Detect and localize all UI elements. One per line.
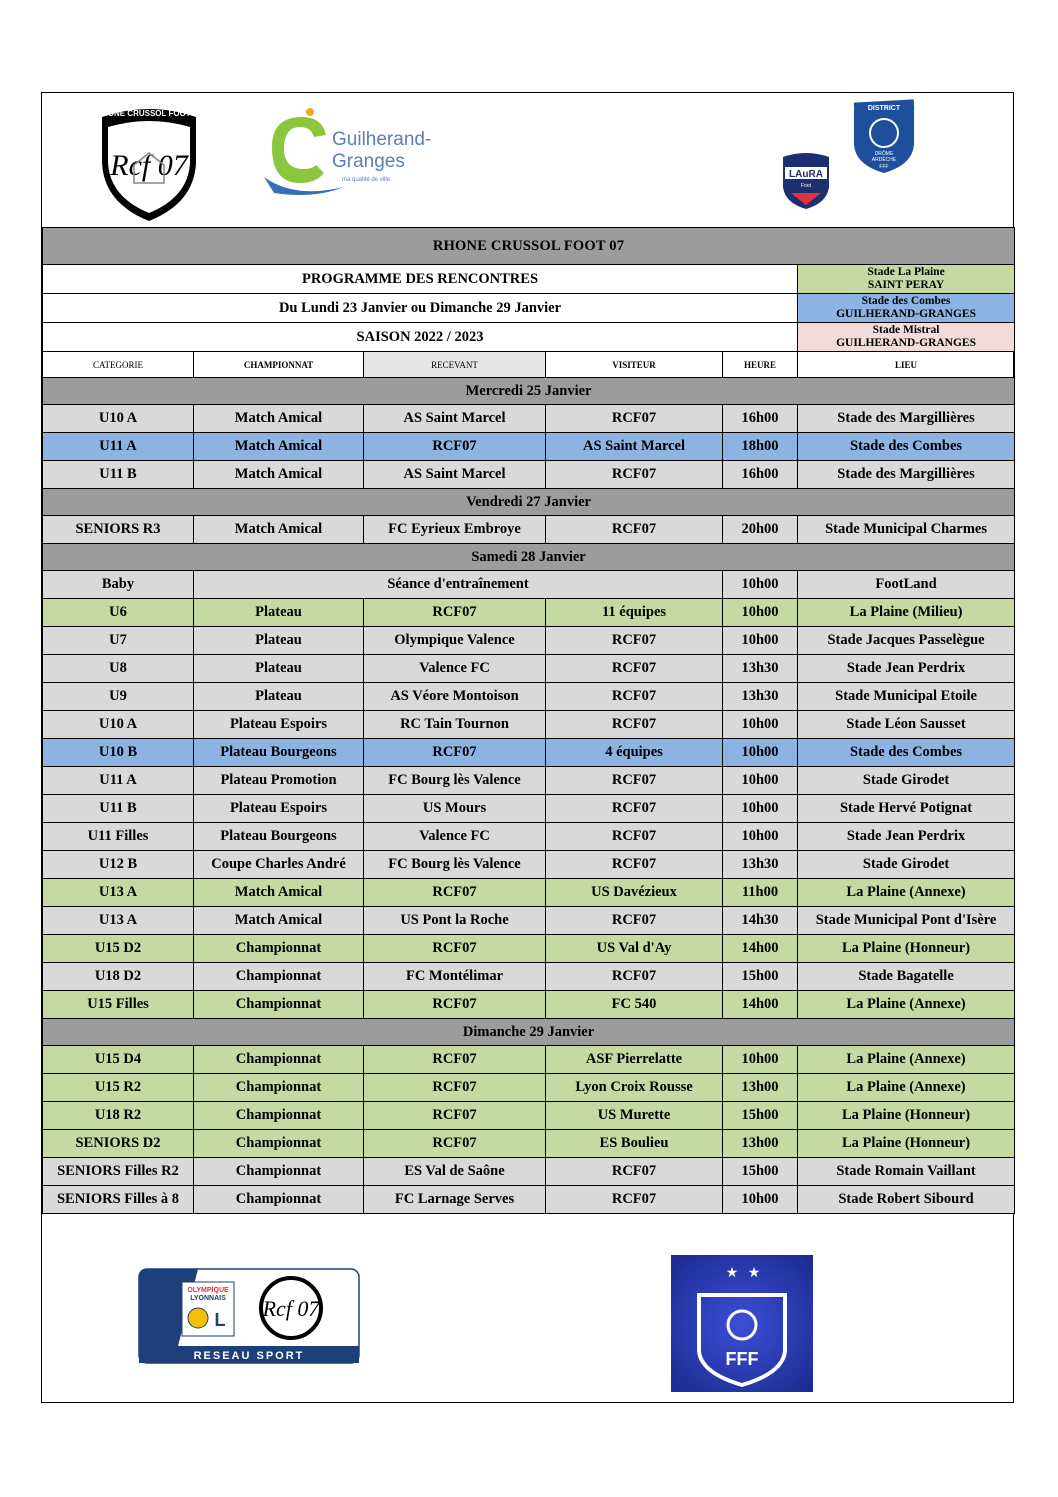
match-competition: Coupe Charles André (194, 851, 364, 879)
match-away-team: ES Boulieu (546, 1130, 723, 1158)
ol-rcf-monogram: Rcf 07 (262, 1296, 320, 1321)
match-competition: Plateau (194, 683, 364, 711)
rcf-logo-text: RHONE CRUSSOL FOOT 07 (96, 109, 202, 118)
match-time: 13h00 (723, 1074, 798, 1102)
match-competition: Match Amical (194, 879, 364, 907)
match-home-team: FC Montélimar (364, 963, 546, 991)
match-competition: Match Amical (194, 461, 364, 489)
ol-network-text: RESEAU SPORT (193, 1350, 305, 1362)
match-time: 18h00 (723, 433, 798, 461)
match-category: U15 D4 (43, 1046, 194, 1074)
match-category: U11 B (43, 795, 194, 823)
match-category: U6 (43, 599, 194, 627)
match-away-team: ASF Pierrelatte (546, 1046, 723, 1074)
match-category: U11 A (43, 767, 194, 795)
match-home-team: FC Eyrieux Embroye (364, 516, 546, 544)
match-home-team: FC Larnage Serves (364, 1186, 546, 1214)
match-time: 14h30 (723, 907, 798, 935)
club-title: RHONE CRUSSOL FOOT 07 (43, 228, 1015, 265)
match-venue: Stade des Margillières (798, 461, 1015, 489)
match-home-team: US Mours (364, 795, 546, 823)
match-away-team: US Davézieux (546, 879, 723, 907)
match-home-team: RCF07 (364, 599, 546, 627)
match-category: SENIORS R3 (43, 516, 194, 544)
match-row (43, 963, 1015, 991)
match-away-team: RCF07 (546, 795, 723, 823)
date-range: Du Lundi 23 Janvier ou Dimanche 29 Janvier (43, 294, 798, 323)
match-home-team: US Pont la Roche (364, 907, 546, 935)
match-away-team: RCF07 (546, 655, 723, 683)
match-competition: Plateau Espoirs (194, 711, 364, 739)
guilherand-granges-logo (254, 107, 444, 199)
ol-text-1: OLYMPIQUE (187, 1287, 229, 1294)
match-home-team: FC Bourg lès Valence (364, 851, 546, 879)
match-venue: Stade des Margillières (798, 405, 1015, 433)
match-time: 13h30 (723, 655, 798, 683)
match-competition: Plateau Bourgeons (194, 823, 364, 851)
gg-name-1: Guilherand- (332, 129, 432, 150)
venue-name: Stade des Combes (861, 295, 951, 307)
district-drome-ardeche-logo (850, 99, 918, 175)
match-home-team: Valence FC (364, 823, 546, 851)
match-competition: Match Amical (194, 433, 364, 461)
venue-legend-3 (798, 323, 1015, 352)
match-time: 10h00 (723, 1046, 798, 1074)
match-row (43, 991, 1015, 1019)
match-venue: Stade Municipal Charmes (798, 516, 1015, 544)
match-away-team: 11 équipes (546, 599, 723, 627)
match-home-team: RCF07 (364, 1130, 546, 1158)
match-away-team: RCF07 (546, 1186, 723, 1214)
fff-text: FFF (725, 1349, 759, 1369)
match-home-team: RC Tain Tournon (364, 711, 546, 739)
match-competition: Championnat (194, 1074, 364, 1102)
match-venue: Stade Jean Perdrix (798, 655, 1015, 683)
match-category: U8 (43, 655, 194, 683)
match-row (43, 599, 1015, 627)
match-home-team: AS Saint Marcel (364, 405, 546, 433)
match-venue: Stade Robert Sibourd (798, 1186, 1015, 1214)
match-category: U12 B (43, 851, 194, 879)
match-row (43, 1074, 1015, 1102)
venue-legend-2 (798, 294, 1015, 323)
match-home-team: RCF07 (364, 935, 546, 963)
match-row (43, 405, 1015, 433)
column-header-row (43, 352, 1015, 378)
match-home-team: AS Saint Marcel (364, 461, 546, 489)
match-row (43, 1102, 1015, 1130)
match-category: U15 R2 (43, 1074, 194, 1102)
match-activity: Séance d'entraînement (194, 571, 723, 599)
ol-reseau-sport-logo (138, 1268, 360, 1364)
match-venue: La Plaine (Annexe) (798, 1046, 1015, 1074)
col-championnat: CHAMPIONNAT (194, 352, 364, 378)
match-row (43, 683, 1015, 711)
match-venue: Stade Municipal Pont d'Isère (798, 907, 1015, 935)
match-category: U10 A (43, 711, 194, 739)
venue-city: GUILHERAND-GRANGES (836, 337, 976, 349)
match-away-team: RCF07 (546, 461, 723, 489)
day-header-row (43, 544, 1015, 571)
match-category: U11 Filles (43, 823, 194, 851)
match-away-team: RCF07 (546, 963, 723, 991)
match-home-team: RCF07 (364, 1102, 546, 1130)
match-time: 10h00 (723, 823, 798, 851)
match-competition: Plateau (194, 599, 364, 627)
match-time: 10h00 (723, 1186, 798, 1214)
match-category: U10 A (43, 405, 194, 433)
match-competition: Championnat (194, 963, 364, 991)
match-venue: Stade Girodet (798, 851, 1015, 879)
match-category: SENIORS Filles à 8 (43, 1186, 194, 1214)
match-competition: Championnat (194, 1046, 364, 1074)
match-venue: Stade Bagatelle (798, 963, 1015, 991)
match-away-team: RCF07 (546, 627, 723, 655)
match-row (43, 935, 1015, 963)
match-away-team: US Murette (546, 1102, 723, 1130)
match-venue: Stade Hervé Potignat (798, 795, 1015, 823)
schedule-table (42, 227, 1015, 1214)
match-time: 13h00 (723, 1130, 798, 1158)
district-fff: FFF (879, 164, 889, 170)
match-venue: La Plaine (Annexe) (798, 991, 1015, 1019)
match-category: SENIORS Filles R2 (43, 1158, 194, 1186)
match-competition: Championnat (194, 991, 364, 1019)
day-header-row (43, 378, 1015, 405)
match-competition: Plateau (194, 655, 364, 683)
match-away-team: RCF07 (546, 823, 723, 851)
match-competition: Championnat (194, 1186, 364, 1214)
date-range-row (43, 294, 1015, 323)
match-time: 10h00 (723, 795, 798, 823)
match-category: U15 Filles (43, 991, 194, 1019)
match-time: 10h00 (723, 739, 798, 767)
match-away-team: Lyon Croix Rousse (546, 1074, 723, 1102)
match-category: Baby (43, 571, 194, 599)
match-away-team: AS Saint Marcel (546, 433, 723, 461)
match-competition: Plateau (194, 627, 364, 655)
subtitle: PROGRAMME DES RENCONTRES (43, 265, 798, 294)
match-time: 15h00 (723, 1158, 798, 1186)
gg-tagline: ma qualité de ville (342, 177, 391, 183)
match-time: 13h30 (723, 851, 798, 879)
match-venue: Stade Girodet (798, 767, 1015, 795)
match-category: U11 A (43, 433, 194, 461)
ol-text-2: LYONNAIS (190, 1295, 226, 1302)
match-home-team: Olympique Valence (364, 627, 546, 655)
match-category: U10 B (43, 739, 194, 767)
day-label: Vendredi 27 Janvier (43, 489, 1015, 516)
match-away-team: RCF07 (546, 711, 723, 739)
subtitle-row (43, 265, 1015, 294)
match-away-team: 4 équipes (546, 739, 723, 767)
match-competition: Championnat (194, 1130, 364, 1158)
match-row (43, 851, 1015, 879)
venue-name: Stade La Plaine (867, 266, 945, 278)
match-home-team: AS Véore Montoison (364, 683, 546, 711)
match-competition: Match Amical (194, 907, 364, 935)
match-competition: Plateau Promotion (194, 767, 364, 795)
match-venue: Stade Léon Sausset (798, 711, 1015, 739)
match-row (43, 1046, 1015, 1074)
match-category: SENIORS D2 (43, 1130, 194, 1158)
match-home-team: ES Val de Saône (364, 1158, 546, 1186)
match-row (43, 795, 1015, 823)
match-competition: Plateau Espoirs (194, 795, 364, 823)
match-away-team: RCF07 (546, 405, 723, 433)
match-row (43, 461, 1015, 489)
svg-text:★: ★ (747, 1266, 761, 1281)
laura-foot-logo (779, 149, 833, 211)
match-venue: Stade Municipal Etoile (798, 683, 1015, 711)
match-time: 15h00 (723, 963, 798, 991)
match-time: 10h00 (723, 627, 798, 655)
day-label: Samedi 28 Janvier (43, 544, 1015, 571)
col-lieu: LIEU (798, 352, 1015, 378)
day-header-row (43, 489, 1015, 516)
match-home-team: RCF07 (364, 1074, 546, 1102)
venue-legend-1 (798, 265, 1015, 294)
fff-logo (671, 1255, 813, 1392)
col-visiteur: VISITEUR (546, 352, 723, 378)
match-time: 10h00 (723, 767, 798, 795)
match-row (43, 907, 1015, 935)
match-category: U18 R2 (43, 1102, 194, 1130)
match-time: 14h00 (723, 935, 798, 963)
match-venue: La Plaine (Milieu) (798, 599, 1015, 627)
district-ardeche: ARDÈCHE (871, 157, 897, 163)
schedule-sheet (41, 92, 1014, 1403)
season-row (43, 323, 1015, 352)
match-venue: La Plaine (Honneur) (798, 935, 1015, 963)
match-time: 11h00 (723, 879, 798, 907)
match-away-team: RCF07 (546, 767, 723, 795)
match-row (43, 571, 1015, 599)
match-time: 10h00 (723, 571, 798, 599)
match-time: 16h00 (723, 405, 798, 433)
match-row (43, 1186, 1015, 1214)
match-venue: Stade des Combes (798, 433, 1015, 461)
match-competition: Championnat (194, 1102, 364, 1130)
match-row (43, 739, 1015, 767)
match-row (43, 516, 1015, 544)
match-venue: La Plaine (Annexe) (798, 1074, 1015, 1102)
match-away-team: RCF07 (546, 516, 723, 544)
match-venue: Stade Romain Vaillant (798, 1158, 1015, 1186)
match-home-team: RCF07 (364, 991, 546, 1019)
match-row (43, 767, 1015, 795)
match-home-team: Valence FC (364, 655, 546, 683)
venue-city: SAINT PERAY (867, 279, 945, 291)
match-category: U11 B (43, 461, 194, 489)
match-row (43, 655, 1015, 683)
match-category: U15 D2 (43, 935, 194, 963)
match-time: 15h00 (723, 1102, 798, 1130)
season: SAISON 2022 / 2023 (43, 323, 798, 352)
laura-sub: Foot (800, 183, 812, 189)
gg-name-2: Granges (332, 151, 405, 172)
match-venue: Stade des Combes (798, 739, 1015, 767)
match-row (43, 1130, 1015, 1158)
venue-name: Stade Mistral (872, 324, 940, 336)
match-away-team: RCF07 (546, 1158, 723, 1186)
match-competition: Match Amical (194, 516, 364, 544)
match-away-team: RCF07 (546, 851, 723, 879)
match-away-team: RCF07 (546, 907, 723, 935)
col-categorie: CATEGORIE (43, 352, 194, 378)
match-category: U18 D2 (43, 963, 194, 991)
match-category: U7 (43, 627, 194, 655)
day-header-row (43, 1019, 1015, 1046)
rcf-club-logo (94, 103, 204, 223)
match-home-team: RCF07 (364, 739, 546, 767)
match-competition: Championnat (194, 1158, 364, 1186)
match-time: 14h00 (723, 991, 798, 1019)
match-home-team: RCF07 (364, 1046, 546, 1074)
match-row (43, 823, 1015, 851)
svg-text:L: L (214, 1310, 226, 1330)
match-category: U13 A (43, 879, 194, 907)
match-competition: Match Amical (194, 405, 364, 433)
match-row (43, 1158, 1015, 1186)
svg-text:★: ★ (725, 1266, 739, 1281)
day-label: Mercredi 25 Janvier (43, 378, 1015, 405)
match-home-team: FC Bourg lès Valence (364, 767, 546, 795)
col-heure: HEURE (723, 352, 798, 378)
rcf-monogram: Rcf 07 (110, 149, 188, 182)
match-category: U13 A (43, 907, 194, 935)
title-row (43, 228, 1015, 265)
col-recevant: RECEVANT (364, 352, 546, 378)
match-venue: La Plaine (Honneur) (798, 1102, 1015, 1130)
district-drome: DRÔME (874, 151, 894, 157)
match-time: 10h00 (723, 599, 798, 627)
match-away-team: US Val d'Ay (546, 935, 723, 963)
match-venue: La Plaine (Annexe) (798, 879, 1015, 907)
venue-city: GUILHERAND-GRANGES (836, 308, 976, 320)
match-away-team: RCF07 (546, 683, 723, 711)
match-time: 13h30 (723, 683, 798, 711)
match-venue: Stade Jacques Passelègue (798, 627, 1015, 655)
match-venue: FootLand (798, 571, 1015, 599)
match-home-team: RCF07 (364, 433, 546, 461)
match-row (43, 879, 1015, 907)
match-venue: La Plaine (Honneur) (798, 1130, 1015, 1158)
match-time: 10h00 (723, 711, 798, 739)
match-away-team: FC 540 (546, 991, 723, 1019)
district-top: DISTRICT (867, 105, 901, 112)
match-row (43, 711, 1015, 739)
match-time: 16h00 (723, 461, 798, 489)
match-competition: Championnat (194, 935, 364, 963)
match-time: 20h00 (723, 516, 798, 544)
day-label: Dimanche 29 Janvier (43, 1019, 1015, 1046)
match-home-team: RCF07 (364, 879, 546, 907)
match-row (43, 433, 1015, 461)
match-venue: Stade Jean Perdrix (798, 823, 1015, 851)
match-category: U9 (43, 683, 194, 711)
match-row (43, 627, 1015, 655)
laura-text: LAuRA (789, 169, 823, 180)
match-competition: Plateau Bourgeons (194, 739, 364, 767)
